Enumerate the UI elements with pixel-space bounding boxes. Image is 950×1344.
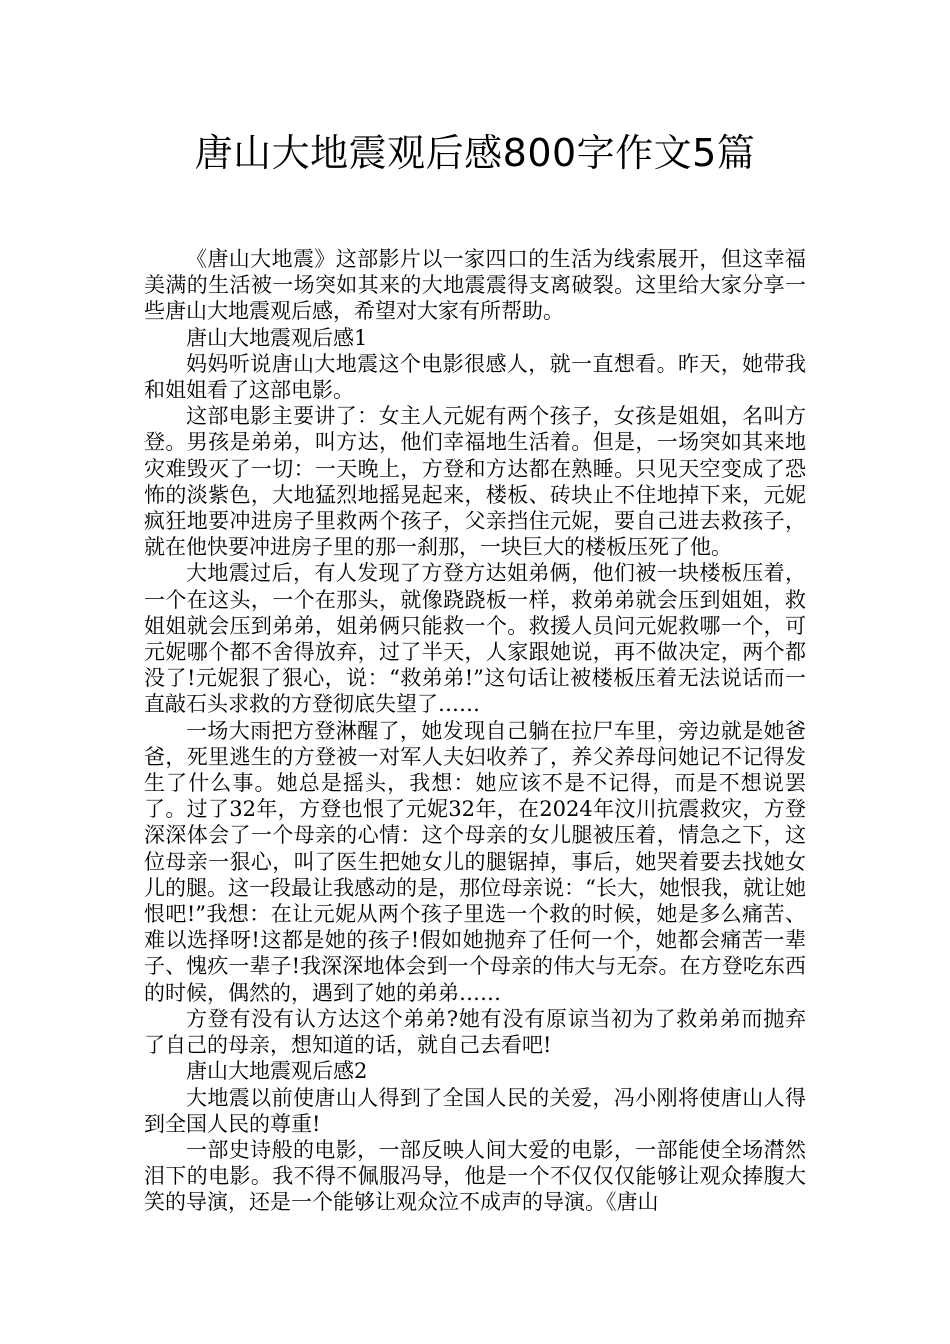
- document-body: [144, 246, 806, 1216]
- document-title: 唐山大地震观后感800字作文5篇: [194, 131, 756, 175]
- paragraph: 大地震过后，有人发现了方登方达姐弟俩，他们被一块楼板压着，一个在这头，一个在那头，就像跷跷板一样，救弟弟就会压到姐姐，救姐姐就会压到弟弟，姐弟俩只能救一个。救援人员问元妮救哪一个，可元妮哪个都不舍得放弃，过了半天，人家跟她说，再不做决定，两个都没了!元妮狠了狠心，说：“救弟弟!”这句话让被楼板压着无法说话而一直敲石头求救的方登彻底失望了……: [144, 561, 806, 717]
- section-heading: 唐山大地震观后感2: [186, 1059, 368, 1084]
- paragraph: 这部电影主要讲了：女主人元妮有两个孩子，女孩是姐姐，名叫方登。男孩是弟弟，叫方达，他们幸福地生活着。但是，一场突如其来地灾难毁灭了一切：一天晚上，方登和方达都在熟睡。只见天空变成了恐怖的淡紫色，大地猛烈地摇晃起来，楼板、砖块止不住地掉下来，元妮疯狂地要冲进房子里救两个孩子，父亲挡住元妮，要自己进去救孩子，就在他快要冲进房子里的那一刹那，一块巨大的楼板压死了他。: [144, 404, 806, 560]
- paragraph: 一部史诗般的电影，一部反映人间大爱的电影，一部能使全场潸然泪下的电影。我不得不佩服冯导，他是一个不仅仅仅能够让观众捧腹大笑的导演，还是一个能够让观众泣不成声的导演。《唐山: [144, 1137, 806, 1215]
- paragraph: 方登有没有认方达这个弟弟?她有没有原谅当初为了救弟弟而抛弃了自己的母亲，想知道的话，就自己去看吧!: [144, 1006, 806, 1058]
- paragraph: 《唐山大地震》这部影片以一家四口的生活为线索展开，但这幸福美满的生活被一场突如其来的大地震震得支离破裂。这里给大家分享一些唐山大地震观后感，希望对大家有所帮助。: [144, 247, 806, 324]
- section-heading: 唐山大地震观后感1: [186, 325, 368, 350]
- paragraph: 一场大雨把方登淋醒了，她发现自己躺在拉尸车里，旁边就是她爸爸，死里逃生的方登被一对军人夫妇收养了，养父养母问她记不记得发生了什么事。她总是摇头，我想：她应该不是不记得，而是不想说罢了。过了32年，方登也恨了元妮32年，在2024年汶川抗震救灾，方登深深体会了一个母亲的心情：这个母亲的女儿腿被压着，情急之下，这位母亲一狠心，叫了医生把她女儿的腿锯掉，事后，她哭着要去找她女儿的腿。这一段最让我感动的是，那位母亲说：“长大，她恨我，就让她恨吧!”我想：在让元妮从两个孩子里选一个救的时候，她是多么痛苦、难以选择呀!这都是她的孩子!假如她抛弃了任何一个，她都会痛苦一辈子、愧疚一辈子!我深深地体会到一个母亲的伟大与无奈。在方登吃东西的时候，偶然的，遇到了她的弟弟……: [144, 718, 806, 1005]
- paragraph: 大地震以前使唐山人得到了全国人民的关爱，冯小刚将使唐山人得到全国人民的尊重!: [144, 1085, 806, 1136]
- paragraph: 妈妈听说唐山大地震这个电影很感人，就一直想看。昨天，她带我和姐姐看了这部电影。: [144, 351, 806, 403]
